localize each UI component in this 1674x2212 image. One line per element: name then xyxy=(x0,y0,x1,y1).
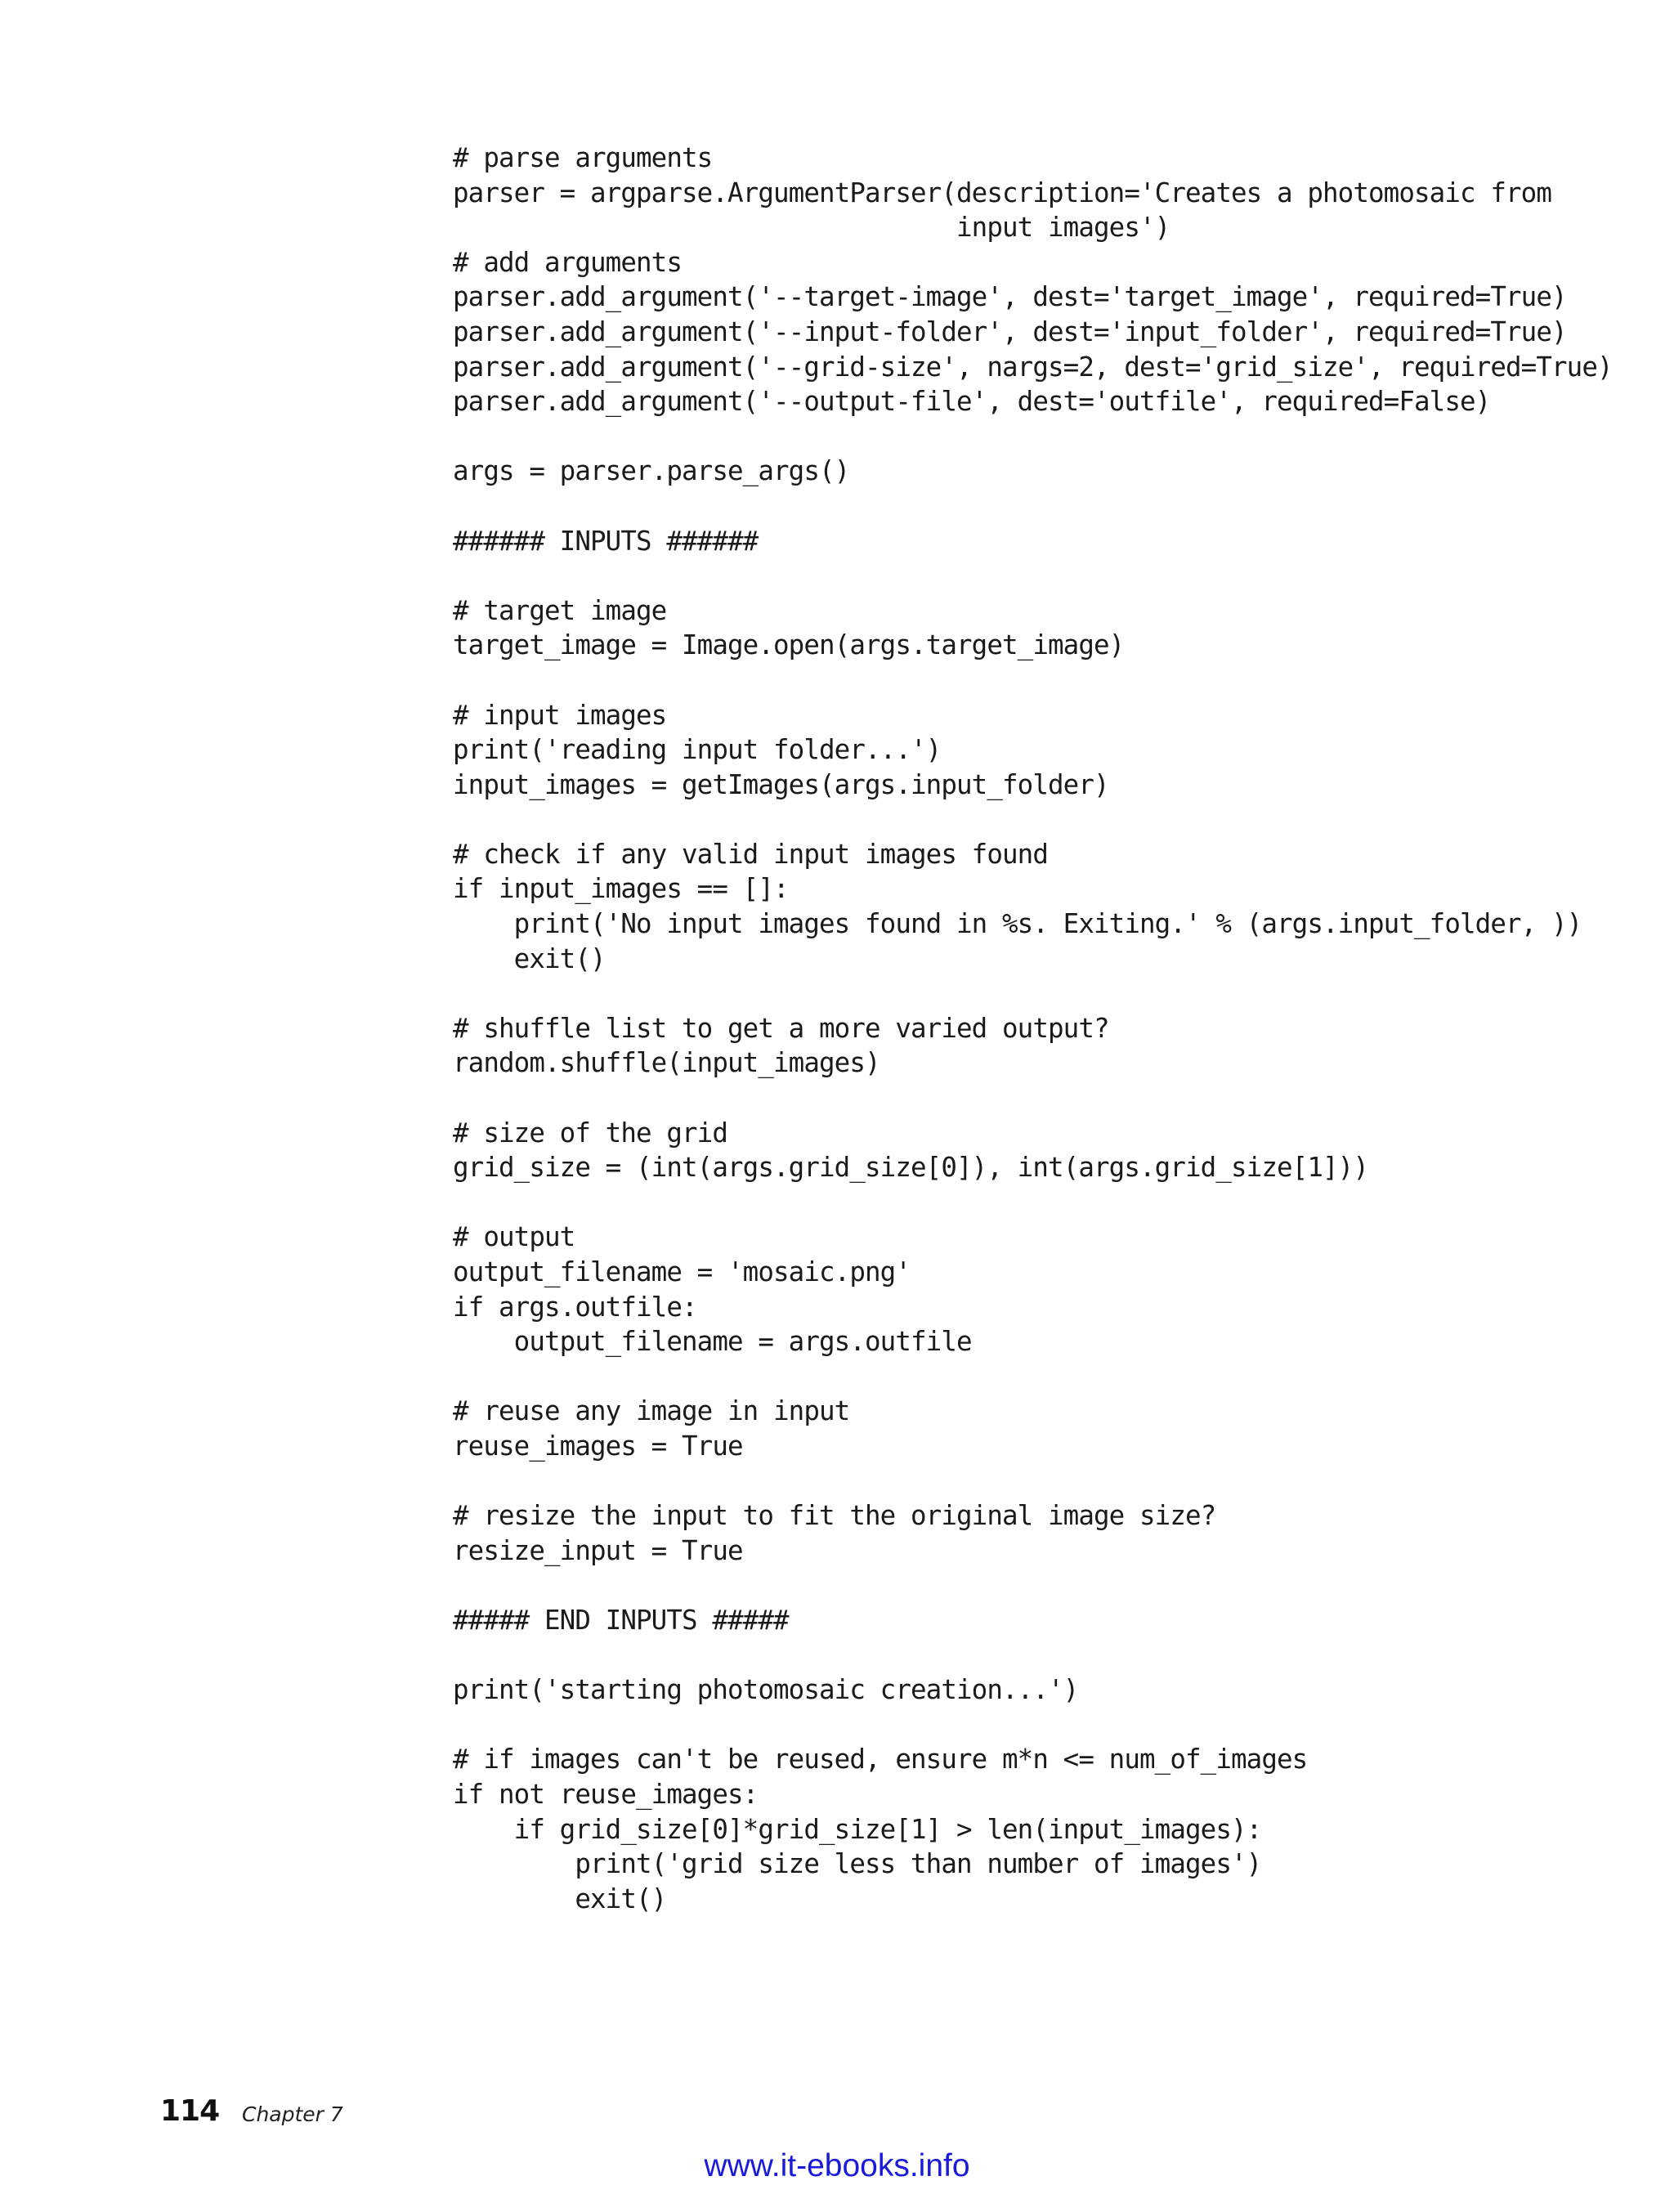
code-line: grid_size = (int(args.grid_size[0]), int(args.grid_size[1])) xyxy=(453,1152,1368,1184)
code-line: if grid_size[0]*grid_size[1] > len(input_images): xyxy=(453,1813,1262,1845)
chapter-label: Chapter 7 xyxy=(242,2102,343,2126)
code-line: parser.add_argument('--target-image', dest='target_image', required=True) xyxy=(453,281,1567,313)
code-line: # output xyxy=(453,1221,575,1253)
code-blank-line xyxy=(453,802,1613,837)
code-line: resize_input = True xyxy=(453,1534,743,1566)
code-line: target_image = Image.open(args.target_image) xyxy=(453,629,1125,661)
code-line: input images') xyxy=(453,212,1170,244)
code-blank-line xyxy=(453,1568,1613,1603)
page-number: 114 xyxy=(160,2094,220,2128)
code-line: # size of the grid xyxy=(453,1117,727,1149)
code-line: random.shuffle(input_images) xyxy=(453,1047,880,1079)
code-line: print('starting photomosaic creation...') xyxy=(453,1674,1079,1706)
code-line: print('reading input folder...') xyxy=(453,734,942,766)
code-line: # shuffle list to get a more varied output? xyxy=(453,1012,1109,1044)
code-line: # add arguments xyxy=(453,246,682,278)
code-blank-line xyxy=(453,419,1613,454)
code-line: # if images can't be reused, ensure m*n <= num_of_images xyxy=(453,1744,1308,1775)
code-blank-line xyxy=(453,1359,1613,1395)
code-blank-line xyxy=(453,1638,1613,1673)
code-line: print('No input images found in %s. Exiting.' % (args.input_folder, )) xyxy=(453,908,1582,940)
code-line: if args.outfile: xyxy=(453,1291,697,1323)
code-blank-line xyxy=(453,1081,1613,1116)
code-line: exit() xyxy=(453,1883,667,1914)
code-line: print('grid size less than number of images') xyxy=(453,1848,1262,1880)
code-line: parser.add_argument('--input-folder', dest='input_folder', required=True) xyxy=(453,316,1567,347)
code-blank-line xyxy=(453,1708,1613,1743)
code-blank-line xyxy=(453,1464,1613,1499)
code-blank-line xyxy=(453,663,1613,698)
code-line: ##### END INPUTS ##### xyxy=(453,1604,789,1636)
code-line: parser = argparse.ArgumentParser(description='Creates a photomosaic from xyxy=(453,177,1551,208)
code-blank-line xyxy=(453,489,1613,524)
code-line: # reuse any image in input xyxy=(453,1395,850,1427)
code-line: args = parser.parse_args() xyxy=(453,455,850,487)
code-line: # input images xyxy=(453,699,667,731)
code-blank-line xyxy=(453,558,1613,593)
code-line: # target image xyxy=(453,594,667,626)
code-blank-line xyxy=(453,976,1613,1011)
code-listing xyxy=(453,141,1613,1916)
code-line: output_filename = 'mosaic.png' xyxy=(453,1256,911,1287)
code-line: ###### INPUTS ###### xyxy=(453,525,759,557)
code-line: reuse_images = True xyxy=(453,1430,743,1462)
code-line: input_images = getImages(args.input_folder) xyxy=(453,768,1109,800)
code-line: parser.add_argument('--output-file', dest='outfile', required=False) xyxy=(453,386,1491,418)
code-blank-line xyxy=(453,1185,1613,1220)
code-line: # resize the input to fit the original image size? xyxy=(453,1500,1216,1532)
code-line: if not reuse_images: xyxy=(453,1778,759,1810)
code-line: # parse arguments xyxy=(453,142,713,173)
code-line: output_filename = args.outfile xyxy=(453,1326,972,1358)
source-url-link[interactable]: www.it-ebooks.info xyxy=(704,2148,970,2183)
code-line: parser.add_argument('--grid-size', nargs=2, dest='grid_size', required=True) xyxy=(453,351,1613,383)
code-line: exit() xyxy=(453,943,606,974)
code-line: if input_images == []: xyxy=(453,873,789,905)
code-line: # check if any valid input images found xyxy=(453,838,1048,870)
